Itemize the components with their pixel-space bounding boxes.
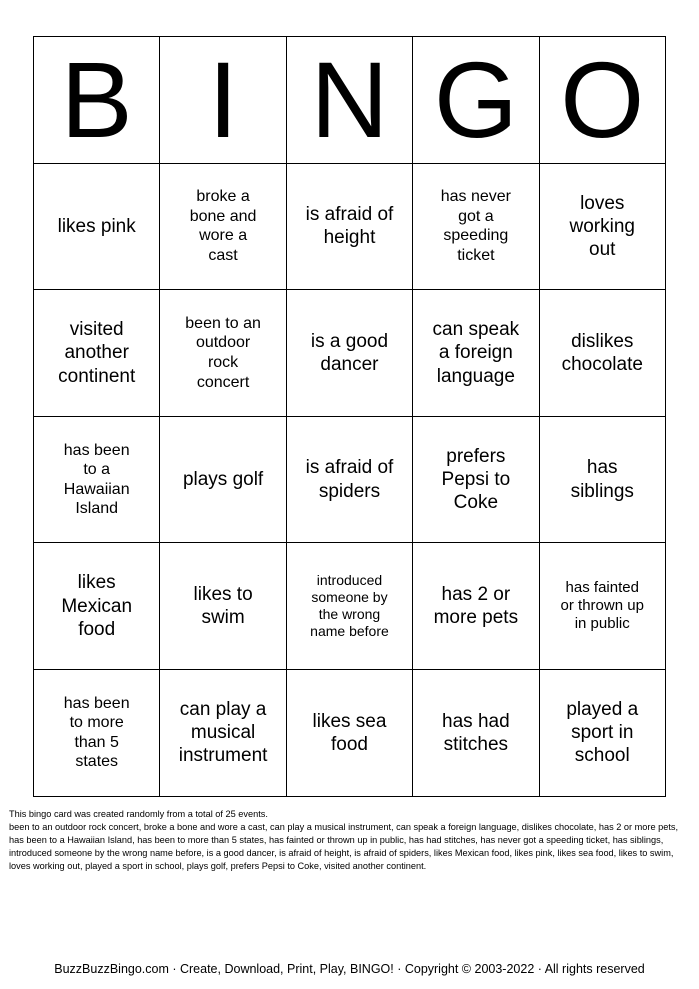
header-letter: N	[310, 38, 389, 160]
cell-text: introduced someone by the wrong name before	[310, 572, 389, 640]
bingo-cell	[34, 670, 160, 797]
bingo-card	[33, 36, 666, 797]
bingo-cell	[413, 290, 539, 417]
footer-intro: This bingo card was created randomly from a total of 25 events.	[9, 809, 268, 819]
cell-text: likes pink	[57, 215, 136, 237]
bingo-cell	[34, 543, 160, 670]
site-credit: BuzzBuzzBingo.com · Create, Download, Print, Play, BINGO! · Copyright © 2003-2022 · All rights reserved	[54, 962, 645, 976]
bingo-cell	[540, 670, 666, 797]
cell-text: has siblings	[570, 457, 634, 502]
header-letter: B	[60, 38, 133, 160]
cell-text: is afraid of height	[305, 204, 394, 249]
cell-text: can play a musical instrument	[178, 699, 268, 767]
header-row	[34, 37, 666, 164]
header-g	[413, 37, 539, 164]
bingo-cell	[34, 417, 160, 544]
bingo-cell	[160, 670, 286, 797]
cell-text: has 2 or more pets	[433, 584, 519, 629]
bingo-cell	[287, 290, 413, 417]
bingo-row	[34, 290, 666, 417]
bingo-cell	[160, 543, 286, 670]
header-letter: I	[208, 38, 239, 160]
cell-text: has had stitches	[442, 710, 510, 755]
bingo-cell	[160, 290, 286, 417]
bingo-cell	[413, 543, 539, 670]
cell-text: has been to a Hawaiian Island	[63, 441, 130, 518]
bingo-cell	[287, 417, 413, 544]
cell-text: plays golf	[182, 468, 264, 490]
header-i	[160, 37, 286, 164]
cell-text: dislikes chocolate	[561, 330, 643, 375]
bingo-cell	[540, 290, 666, 417]
bingo-cell	[287, 670, 413, 797]
header-letter: G	[433, 38, 518, 160]
bingo-cell	[540, 543, 666, 670]
card-description	[9, 808, 691, 873]
cell-text: loves working out	[569, 192, 635, 260]
cell-text: visited another continent	[58, 319, 136, 387]
bingo-cell	[287, 164, 413, 291]
cell-text: can speak a foreign language	[432, 319, 520, 387]
footer-event-list: been to an outdoor rock concert, broke a bone and wore a cast, can play a musical instrument, can speak a foreign language, dislikes chocolate, has 2 or more pets, has been to a Hawaiian Island, has been to more than 5 states, has fainted or thrown up in public, has had stitches, has never got a speeding ticket, has siblings, introduced someone by the wrong name before, is a good dancer, is afraid of height, is afraid of spiders, likes Mexican food, likes pink, likes sea food, likes to swim, loves working out, played a sport in school, plays golf, prefers Pepsi to Coke, visited another continent.	[9, 822, 679, 871]
bingo-cell	[413, 417, 539, 544]
bingo-cell	[540, 164, 666, 291]
bingo-row	[34, 164, 666, 291]
header-b	[34, 37, 160, 164]
header-letter: O	[560, 38, 645, 160]
cell-text: likes to swim	[193, 584, 253, 629]
bingo-row	[34, 670, 666, 797]
bingo-cell	[287, 543, 413, 670]
bingo-row	[34, 543, 666, 670]
cell-text: played a sport in school	[566, 699, 639, 767]
cell-text: has never got a speeding ticket	[440, 188, 511, 264]
header-o	[540, 37, 666, 164]
cell-text: likes Mexican food	[61, 572, 133, 640]
cell-text: is afraid of spiders	[305, 457, 394, 502]
bingo-cell	[413, 670, 539, 797]
bingo-row	[34, 417, 666, 544]
cell-text: is a good dancer	[310, 330, 389, 375]
cell-text: has fainted or thrown up in public	[560, 578, 644, 633]
cell-text: likes sea food	[312, 710, 387, 755]
bingo-cell	[34, 290, 160, 417]
bingo-cell	[540, 417, 666, 544]
bingo-cell	[160, 417, 286, 544]
cell-text: has been to more than 5 states	[63, 694, 130, 771]
cell-text: prefers Pepsi to Coke	[441, 445, 511, 514]
cell-text: been to an outdoor rock concert	[185, 314, 261, 391]
bingo-cell	[413, 164, 539, 291]
bingo-cell	[34, 164, 160, 291]
header-n	[287, 37, 413, 164]
bingo-cell	[160, 164, 286, 291]
cell-text: broke a bone and wore a cast	[189, 188, 257, 264]
